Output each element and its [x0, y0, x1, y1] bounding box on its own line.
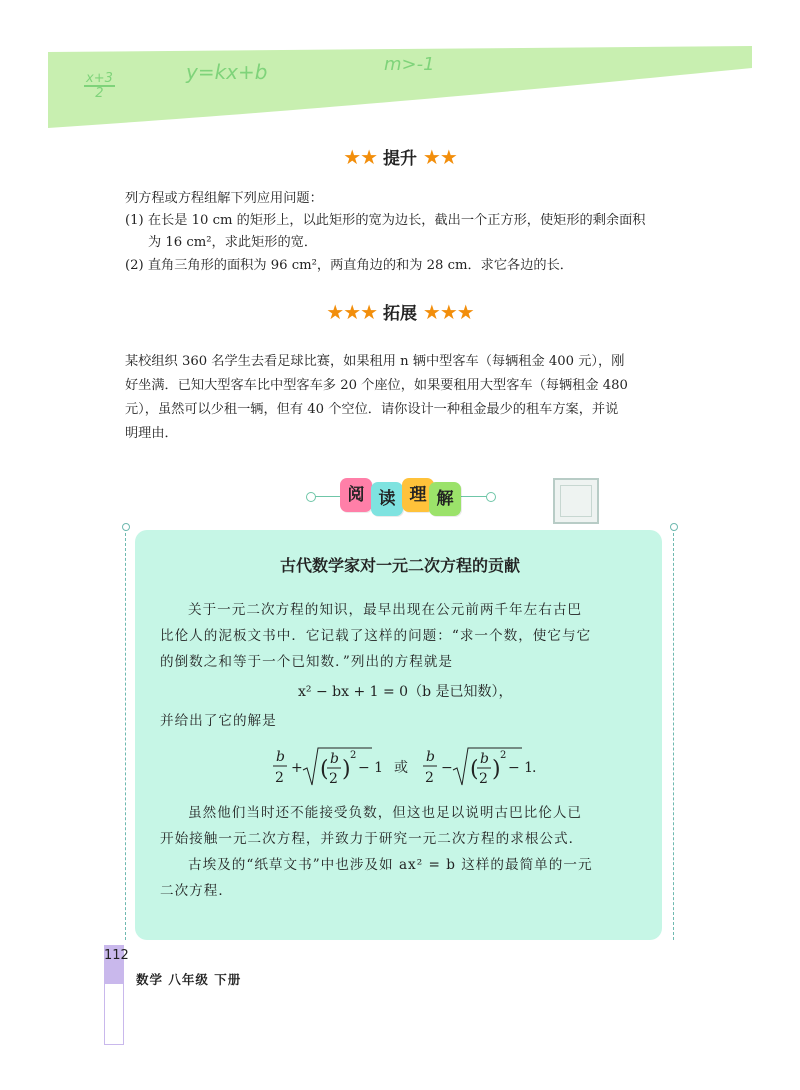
- question-1-line1: (1) 在长是 10 cm 的矩形上，以此矩形的宽为边长，截出一个正方形，使矩形的剩余面积: [125, 213, 646, 228]
- reading-tile: 理: [402, 478, 434, 512]
- seal-stamp-icon: [553, 478, 599, 524]
- section1-intro: 列方程或方程组解下列应用问题：: [125, 191, 323, 206]
- dashed-guide-right: [673, 528, 674, 940]
- svg-text:b: b: [426, 749, 435, 765]
- reading-tile: 解: [429, 482, 461, 516]
- babylon-equation: x² − bx + 1 = 0（b 是已知数），: [298, 684, 513, 700]
- svg-text:): ): [492, 757, 501, 782]
- svg-text:2: 2: [425, 770, 434, 786]
- svg-text:b: b: [480, 751, 489, 767]
- solution-intro: 并给出了它的解是: [160, 713, 277, 729]
- svg-text:): ): [342, 757, 351, 782]
- banner-dot-right: [486, 492, 496, 502]
- section-title-tuozhan: ★★★ 拓展 ★★★: [326, 300, 474, 324]
- svg-text:b: b: [330, 751, 339, 767]
- solution-formula: [270, 742, 540, 792]
- reading-paragraph-3: 古埃及的“纸草文书”中也涉及如 ax² = b 这样的最简单的一元 二次方程．: [160, 857, 593, 899]
- reading-tile: 读: [371, 482, 403, 516]
- question-1-line2: 为 16 cm²，求此矩形的宽．: [148, 235, 318, 250]
- header-fraction: x+3 2: [86, 71, 113, 101]
- svg-text:2: 2: [350, 750, 357, 761]
- book-label: 数学 八年级 下册: [136, 972, 242, 987]
- corner-dot-left: [122, 523, 130, 531]
- svg-text:−: −: [441, 760, 453, 776]
- page-number: 112: [104, 948, 129, 963]
- star-icon: ★★: [343, 145, 378, 169]
- extension-problem: 某校组织 360 名学生去看足球比赛，如果租用 n 辆中型客车（每辆租金 400 元），刚 好坐满．已知大型客车比中型客车多 20 个座位，如果要租用大型客车（每辆租金 480 元），虽然可以少租一辆，但有 40 个空位．请你设计一种租金最少的租车方案，并说 明理由．: [125, 354, 628, 441]
- svg-text:2: 2: [329, 771, 338, 787]
- section-title-tisheng: ★★ 提升 ★★: [343, 145, 457, 169]
- star-icon: ★★★: [326, 300, 378, 324]
- svg-text:2: 2: [275, 770, 284, 786]
- reading-paragraph-1: 关于一元二次方程的知识，最早出现在公元前两千年左右古巴 比伦人的泥板文书中．它记载了这样的问题：“求一个数，使它与它 的倒数之和等于一个已知数．”列出的方程就是: [160, 602, 592, 670]
- question-2: (2) 直角三角形的面积为 96 cm²，两直角边的和为 28 cm．求它各边的长．: [125, 258, 573, 273]
- svg-text:b: b: [276, 749, 285, 765]
- svg-text:2: 2: [479, 771, 488, 787]
- svg-text:− 1: − 1: [508, 760, 534, 776]
- reading-title: 古代数学家对一元二次方程的贡献: [279, 556, 520, 575]
- svg-text:2: 2: [500, 750, 507, 761]
- dashed-guide-left: [125, 528, 126, 940]
- svg-text:− 1: − 1: [358, 760, 384, 776]
- svg-text:(: (: [470, 757, 479, 782]
- reading-tile: 阅: [340, 478, 372, 512]
- star-icon: ★★: [422, 145, 457, 169]
- svg-text:.: .: [532, 760, 537, 776]
- reading-paragraph-2: 虽然他们当时还不能接受负数，但这也足以说明古巴比伦人已 开始接触一元二次方程，并致力于研究一元二次方程的求根公式．: [160, 805, 584, 847]
- or-text: 或: [394, 760, 408, 776]
- header-equation: y=kx+b: [186, 60, 268, 84]
- header-inequality: m>-1: [384, 54, 435, 75]
- star-icon: ★★★: [422, 300, 474, 324]
- svg-text:(: (: [320, 757, 329, 782]
- svg-text:+: +: [291, 760, 303, 776]
- corner-dot-right: [670, 523, 678, 531]
- banner-dot-left: [306, 492, 316, 502]
